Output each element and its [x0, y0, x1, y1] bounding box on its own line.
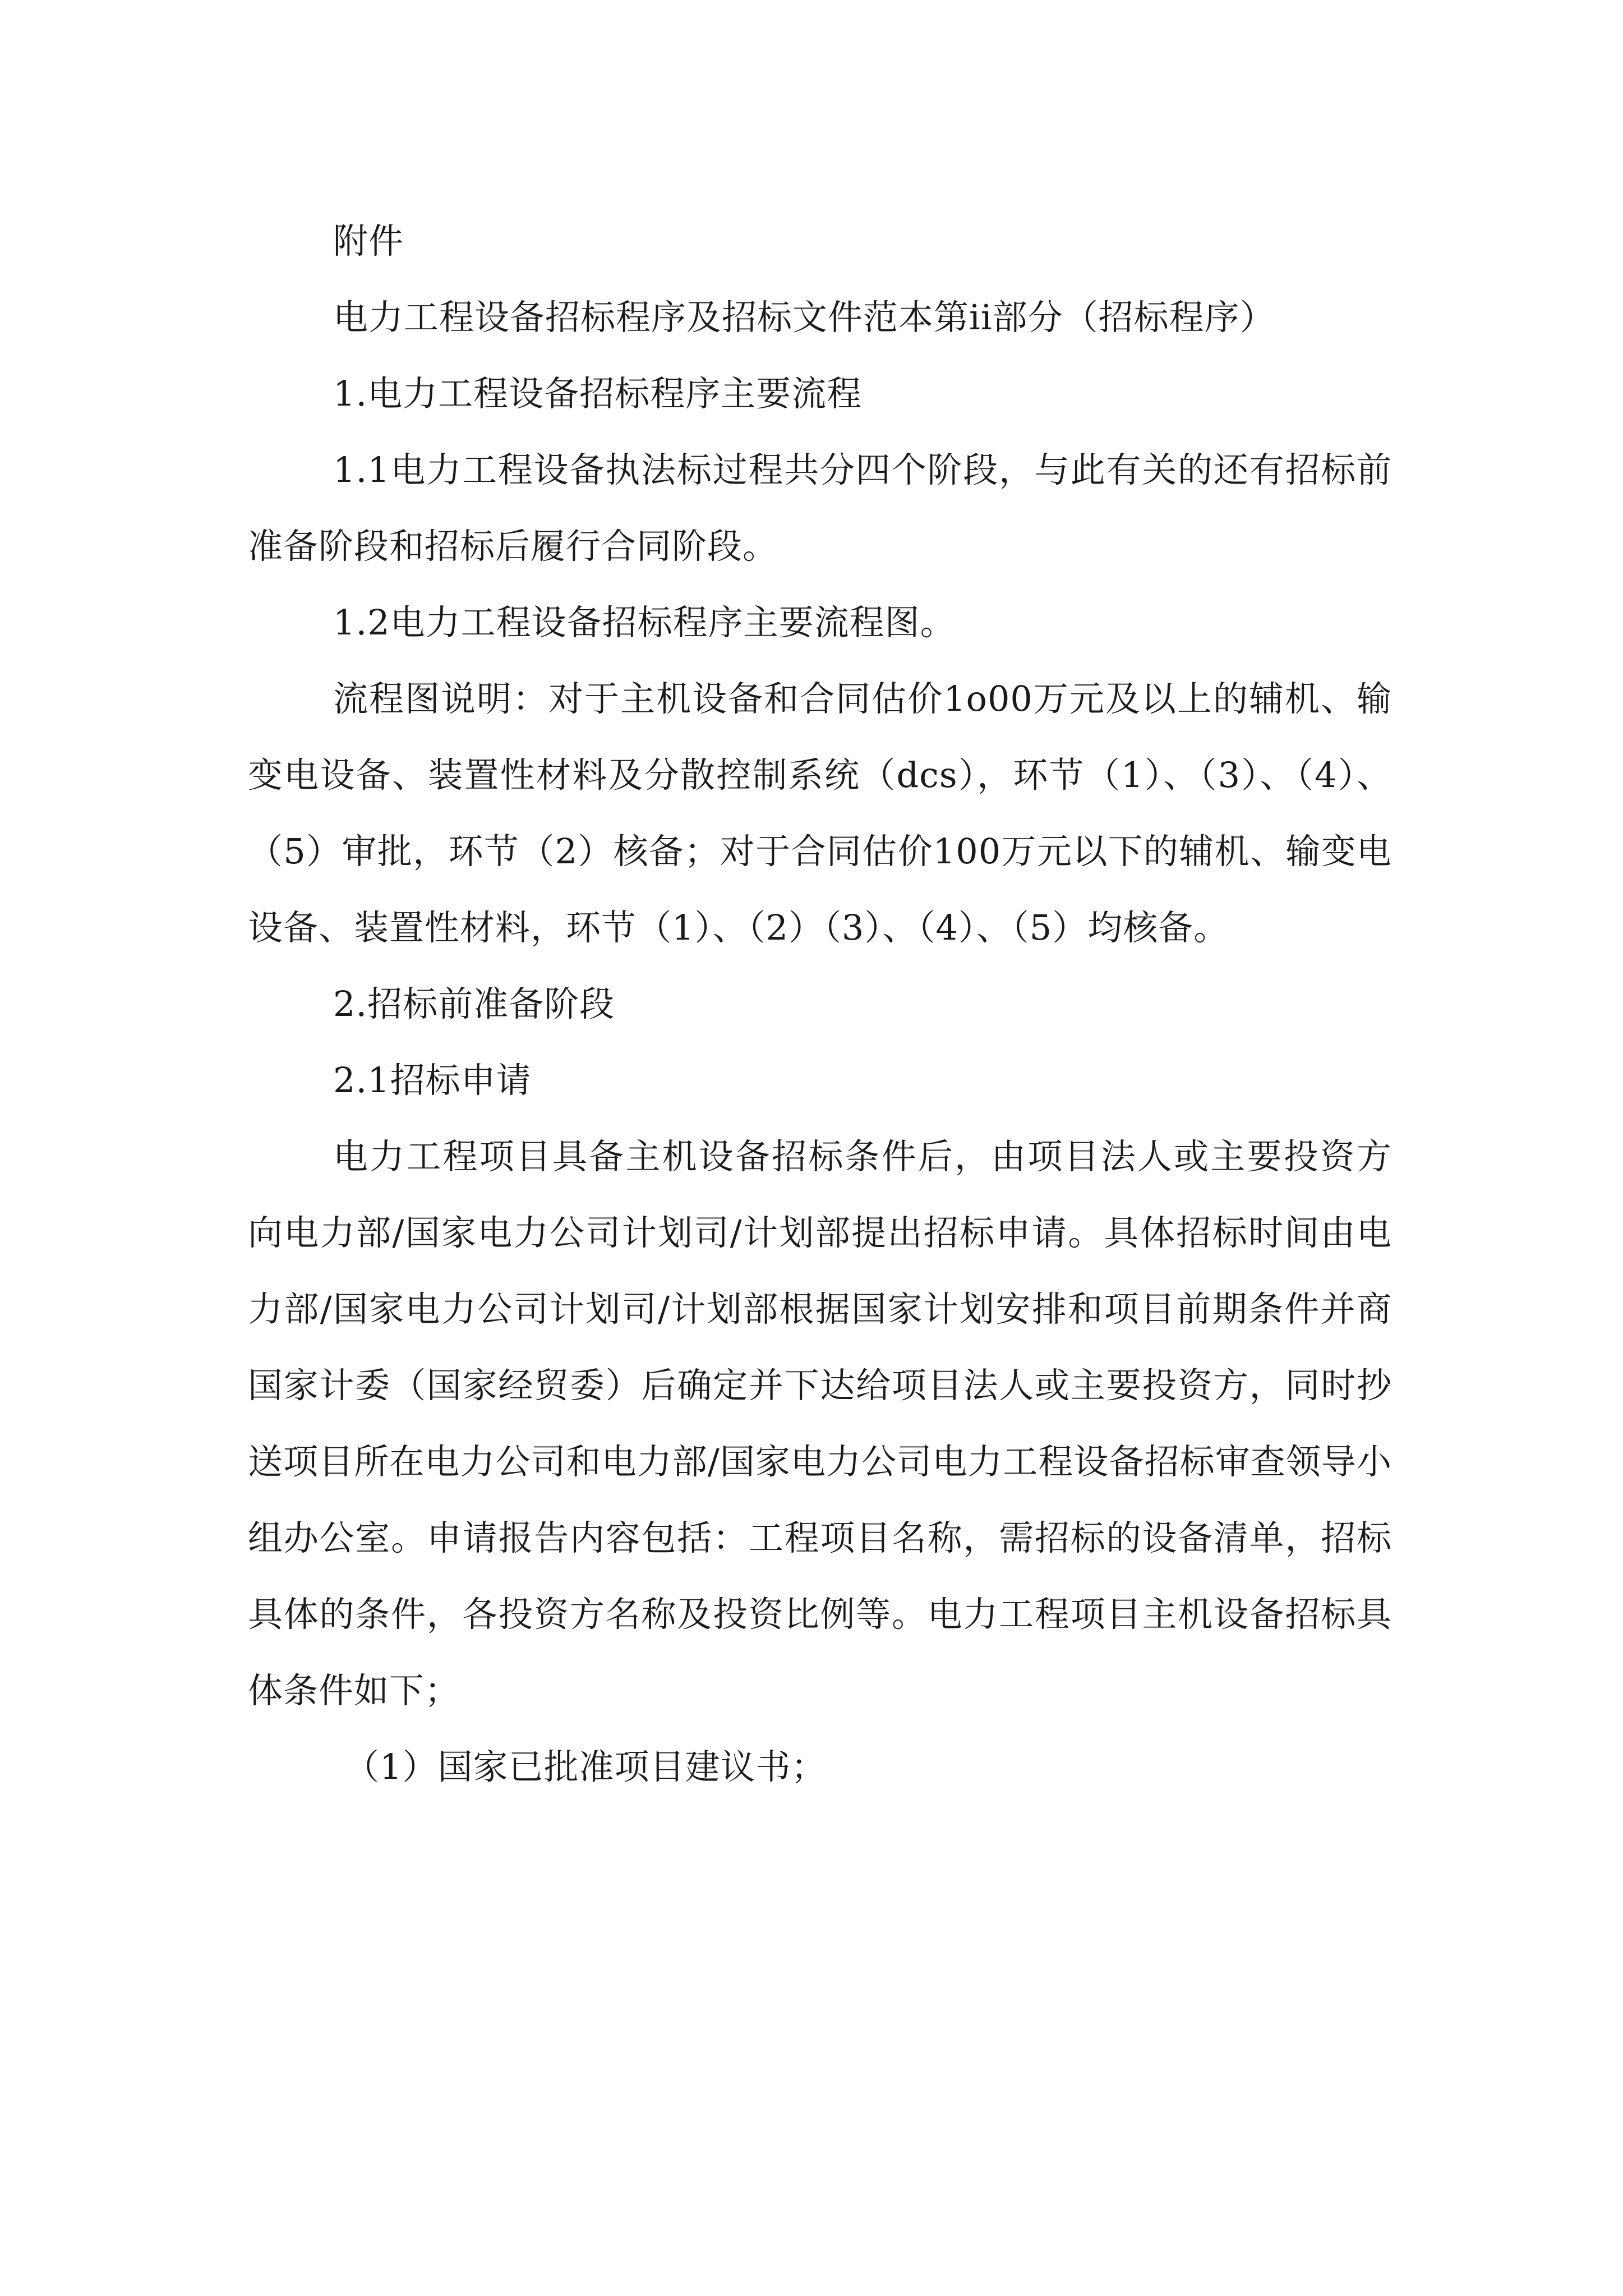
condition-item-1: （1）国家已批准项目建议书；	[344, 1746, 827, 1787]
subsection-heading-2-1: 2.1招标申请	[333, 1060, 532, 1101]
section-heading-1: 1.电力工程设备招标程序主要流程	[333, 373, 863, 414]
paragraph-1-1: 1.1电力工程设备执法标过程共分四个阶段，与此有关的还有招标前准备阶段和招标后履行合同阶段。	[248, 449, 1392, 567]
application-paragraph: 电力工程项目具备主机设备招标条件后，由项目法人或主要投资方向电力部/国家电力公司计划司/计划部提出招标申请。具体招标时间由电力部/国家电力公司计划司/计划部根据国家计划安排和项目前期条件并商国家计委（国家经贸委）后确定并下达给项目法人或主要投资方，同时抄送项目所在电力公司和电力部/国家电力公司电力工程设备招标审查领导小组办公室。申请报告内容包括：工程项目名称，需招标的设备清单，招标具体的条件，各投资方名称及投资比例等。电力工程项目主机设备招标具体条件如下；	[248, 1136, 1392, 1711]
section-heading-2: 2.招标前准备阶段	[333, 983, 615, 1024]
flowchart-note-paragraph: 流程图说明：对于主机设备和合同估价1o00万元及以上的辅机、输变电设备、装置性材料及分散控制系统（dcs），环节（1）、（3）、（4）、（5）审批，环节（2）核备；对于合同估价100万元以下的辅机、输变电设备、装置性材料，环节（1）、（2）（3）、（4）、（5）均核备。	[248, 678, 1392, 948]
paragraph-1-2: 1.2电力工程设备招标程序主要流程图。	[333, 602, 956, 643]
attachment-label: 附件	[333, 220, 404, 261]
document-body	[248, 203, 1392, 1805]
document-title: 电力工程设备招标程序及招标文件范本第ii部分（招标程序）	[333, 297, 1275, 338]
